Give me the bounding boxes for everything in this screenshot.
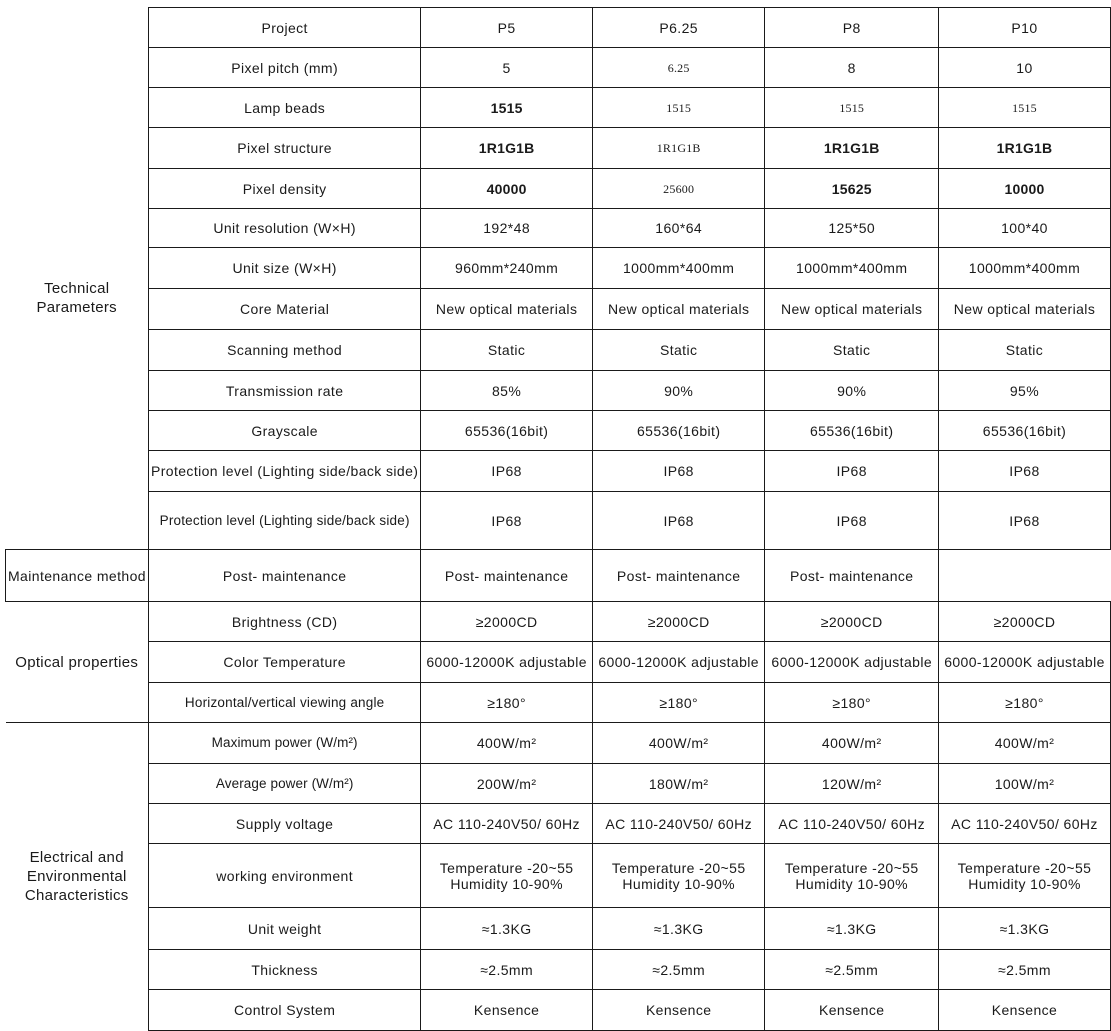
cell-value: Static [592,330,765,371]
cell-value: 960mm*240mm [421,248,593,289]
cell-value: ≈1.3KG [938,908,1110,950]
cell-value: 10000 [938,169,1110,209]
header-label: Project [148,8,420,48]
cell-value: New optical materials [765,289,939,330]
cell-value: ≈1.3KG [592,908,765,950]
cell-value: 8 [765,48,939,88]
cell-value: AC 110-240V50/ 60Hz [765,804,939,844]
cell-value: Static [938,330,1110,371]
cell-value: ≥2000CD [421,602,593,642]
cell-value: 1000mm*400mm [765,248,939,289]
cell-value: IP68 [421,492,593,550]
table-row [6,764,1111,804]
row-label: working environment [148,844,420,908]
cell-value: 6000-12000K adjustable [592,642,765,683]
cell-value: New optical materials [938,289,1110,330]
cell-value: 1515 [421,88,593,128]
cell-value: 1R1G1B [592,128,765,169]
cell-value: Post- maintenance [592,550,765,602]
cell-value: Kensence [592,990,765,1031]
cell-value: 6.25 [592,48,765,88]
cell-value: Static [421,330,593,371]
row-label: Transmission rate [148,371,420,411]
cell-value: ≥180° [765,683,939,723]
cell-value: 65536(16bit) [592,411,765,451]
table-row [6,330,1111,371]
cell-value: 192*48 [421,209,593,248]
row-label: Unit size (W×H) [148,248,420,289]
cell-value: Kensence [765,990,939,1031]
cell-value: 120W/m² [765,764,939,804]
cell-value: 90% [592,371,765,411]
cell-value: 5 [421,48,593,88]
group-cell-blank [6,8,149,48]
cell-value: 160*64 [592,209,765,248]
row-label: Brightness (CD) [148,602,420,642]
table-row [6,723,1111,764]
group-title-electrical: Electrical and Environmental Characteristics [6,723,149,1031]
table-row [6,169,1111,209]
cell-value: 65536(16bit) [938,411,1110,451]
cell-value: IP68 [765,451,939,492]
header-p10: P10 [938,8,1110,48]
cell-value: 6000-12000K adjustable [938,642,1110,683]
table-row [6,209,1111,248]
row-label: Supply voltage [148,804,420,844]
table-row [6,128,1111,169]
cell-value: Post- maintenance [148,550,420,602]
table-row [6,451,1111,492]
table-row [6,990,1111,1031]
cell-value: 6000-12000K adjustable [421,642,593,683]
table-row [6,602,1111,642]
cell-value: 65536(16bit) [421,411,593,451]
row-label: Average power (W/m²) [148,764,420,804]
table-row [6,950,1111,990]
cell-value: 15625 [765,169,939,209]
cell-value: 180W/m² [592,764,765,804]
table-row [6,411,1111,451]
row-label: Color Temperature [148,642,420,683]
cell-value: AC 110-240V50/ 60Hz [592,804,765,844]
header-p8: P8 [765,8,939,48]
cell-value: IP68 [765,492,939,550]
cell-value: ≈2.5mm [421,950,593,990]
cell-value: 1R1G1B [421,128,593,169]
row-label: Lamp beads [148,88,420,128]
row-label: Maximum power (W/m²) [148,723,420,764]
row-label: Thickness [148,950,420,990]
cell-value: Post- maintenance [765,550,939,602]
cell-value: ≈2.5mm [592,950,765,990]
cell-value: Temperature -20~55 Humidity 10-90% [592,844,765,908]
cell-value: ≥2000CD [938,602,1110,642]
table-row [6,908,1111,950]
header-p5: P5 [421,8,593,48]
table-row [6,550,1111,602]
row-label: Core Material [148,289,420,330]
cell-value: ≈1.3KG [421,908,593,950]
row-label: Scanning method [148,330,420,371]
cell-value: 400W/m² [421,723,593,764]
cell-value: 400W/m² [592,723,765,764]
cell-value: New optical materials [592,289,765,330]
group-title-technical: Technical Parameters [6,48,149,550]
cell-value: 10 [938,48,1110,88]
row-label: Control System [148,990,420,1031]
row-label: Protection level (Lighting side/back side) [148,492,420,550]
cell-value: Temperature -20~55 Humidity 10-90% [421,844,593,908]
table-row [6,48,1111,88]
cell-value: IP68 [421,451,593,492]
cell-value: 1000mm*400mm [592,248,765,289]
cell-value: ≥180° [421,683,593,723]
row-label: Horizontal/vertical viewing angle [148,683,420,723]
table-row [6,804,1111,844]
header-row [6,8,1111,48]
cell-value: IP68 [592,492,765,550]
cell-value: 90% [765,371,939,411]
cell-value: AC 110-240V50/ 60Hz [938,804,1110,844]
row-label: Unit resolution (W×H) [148,209,420,248]
table-row [6,289,1111,330]
cell-value: 400W/m² [765,723,939,764]
cell-value: ≈2.5mm [765,950,939,990]
table-row [6,683,1111,723]
cell-value: New optical materials [421,289,593,330]
row-label: Grayscale [148,411,420,451]
cell-value: 200W/m² [421,764,593,804]
spec-table [5,7,1111,1031]
cell-value: IP68 [938,451,1110,492]
cell-value: 1515 [938,88,1110,128]
cell-value: 65536(16bit) [765,411,939,451]
cell-value: Kensence [421,990,593,1031]
cell-value: 100*40 [938,209,1110,248]
table-row [6,844,1111,908]
cell-value: IP68 [592,451,765,492]
cell-value: ≈1.3KG [765,908,939,950]
table-row [6,371,1111,411]
group-title-optical: Optical properties [6,602,149,723]
cell-value: ≥180° [938,683,1110,723]
cell-value: ≥2000CD [765,602,939,642]
cell-value: AC 110-240V50/ 60Hz [421,804,593,844]
table-row [6,642,1111,683]
row-label: Unit weight [148,908,420,950]
row-label: Pixel density [148,169,420,209]
cell-value: ≥2000CD [592,602,765,642]
cell-value: 25600 [592,169,765,209]
row-label: Pixel structure [148,128,420,169]
cell-value: 400W/m² [938,723,1110,764]
cell-value: ≈2.5mm [938,950,1110,990]
cell-value: Temperature -20~55 Humidity 10-90% [938,844,1110,908]
cell-value: 1515 [592,88,765,128]
cell-value: ≥180° [592,683,765,723]
cell-value: 40000 [421,169,593,209]
cell-value: Static [765,330,939,371]
cell-value: IP68 [938,492,1110,550]
cell-value: 85% [421,371,593,411]
cell-value: Kensence [938,990,1110,1031]
row-label: Pixel pitch (mm) [148,48,420,88]
cell-value: 95% [938,371,1110,411]
cell-value: Temperature -20~55 Humidity 10-90% [765,844,939,908]
cell-value: 100W/m² [938,764,1110,804]
cell-value: 1515 [765,88,939,128]
row-label: Protection level (Lighting side/back side) [148,451,420,492]
cell-value: 1R1G1B [938,128,1110,169]
cell-value: 1R1G1B [765,128,939,169]
table-row [6,492,1111,550]
cell-value: 125*50 [765,209,939,248]
row-label: Maintenance method [6,550,149,602]
table-row [6,248,1111,289]
cell-value: 6000-12000K adjustable [765,642,939,683]
cell-value: 1000mm*400mm [938,248,1110,289]
table-row [6,88,1111,128]
header-p6-25: P6.25 [592,8,765,48]
cell-value: Post- maintenance [421,550,593,602]
